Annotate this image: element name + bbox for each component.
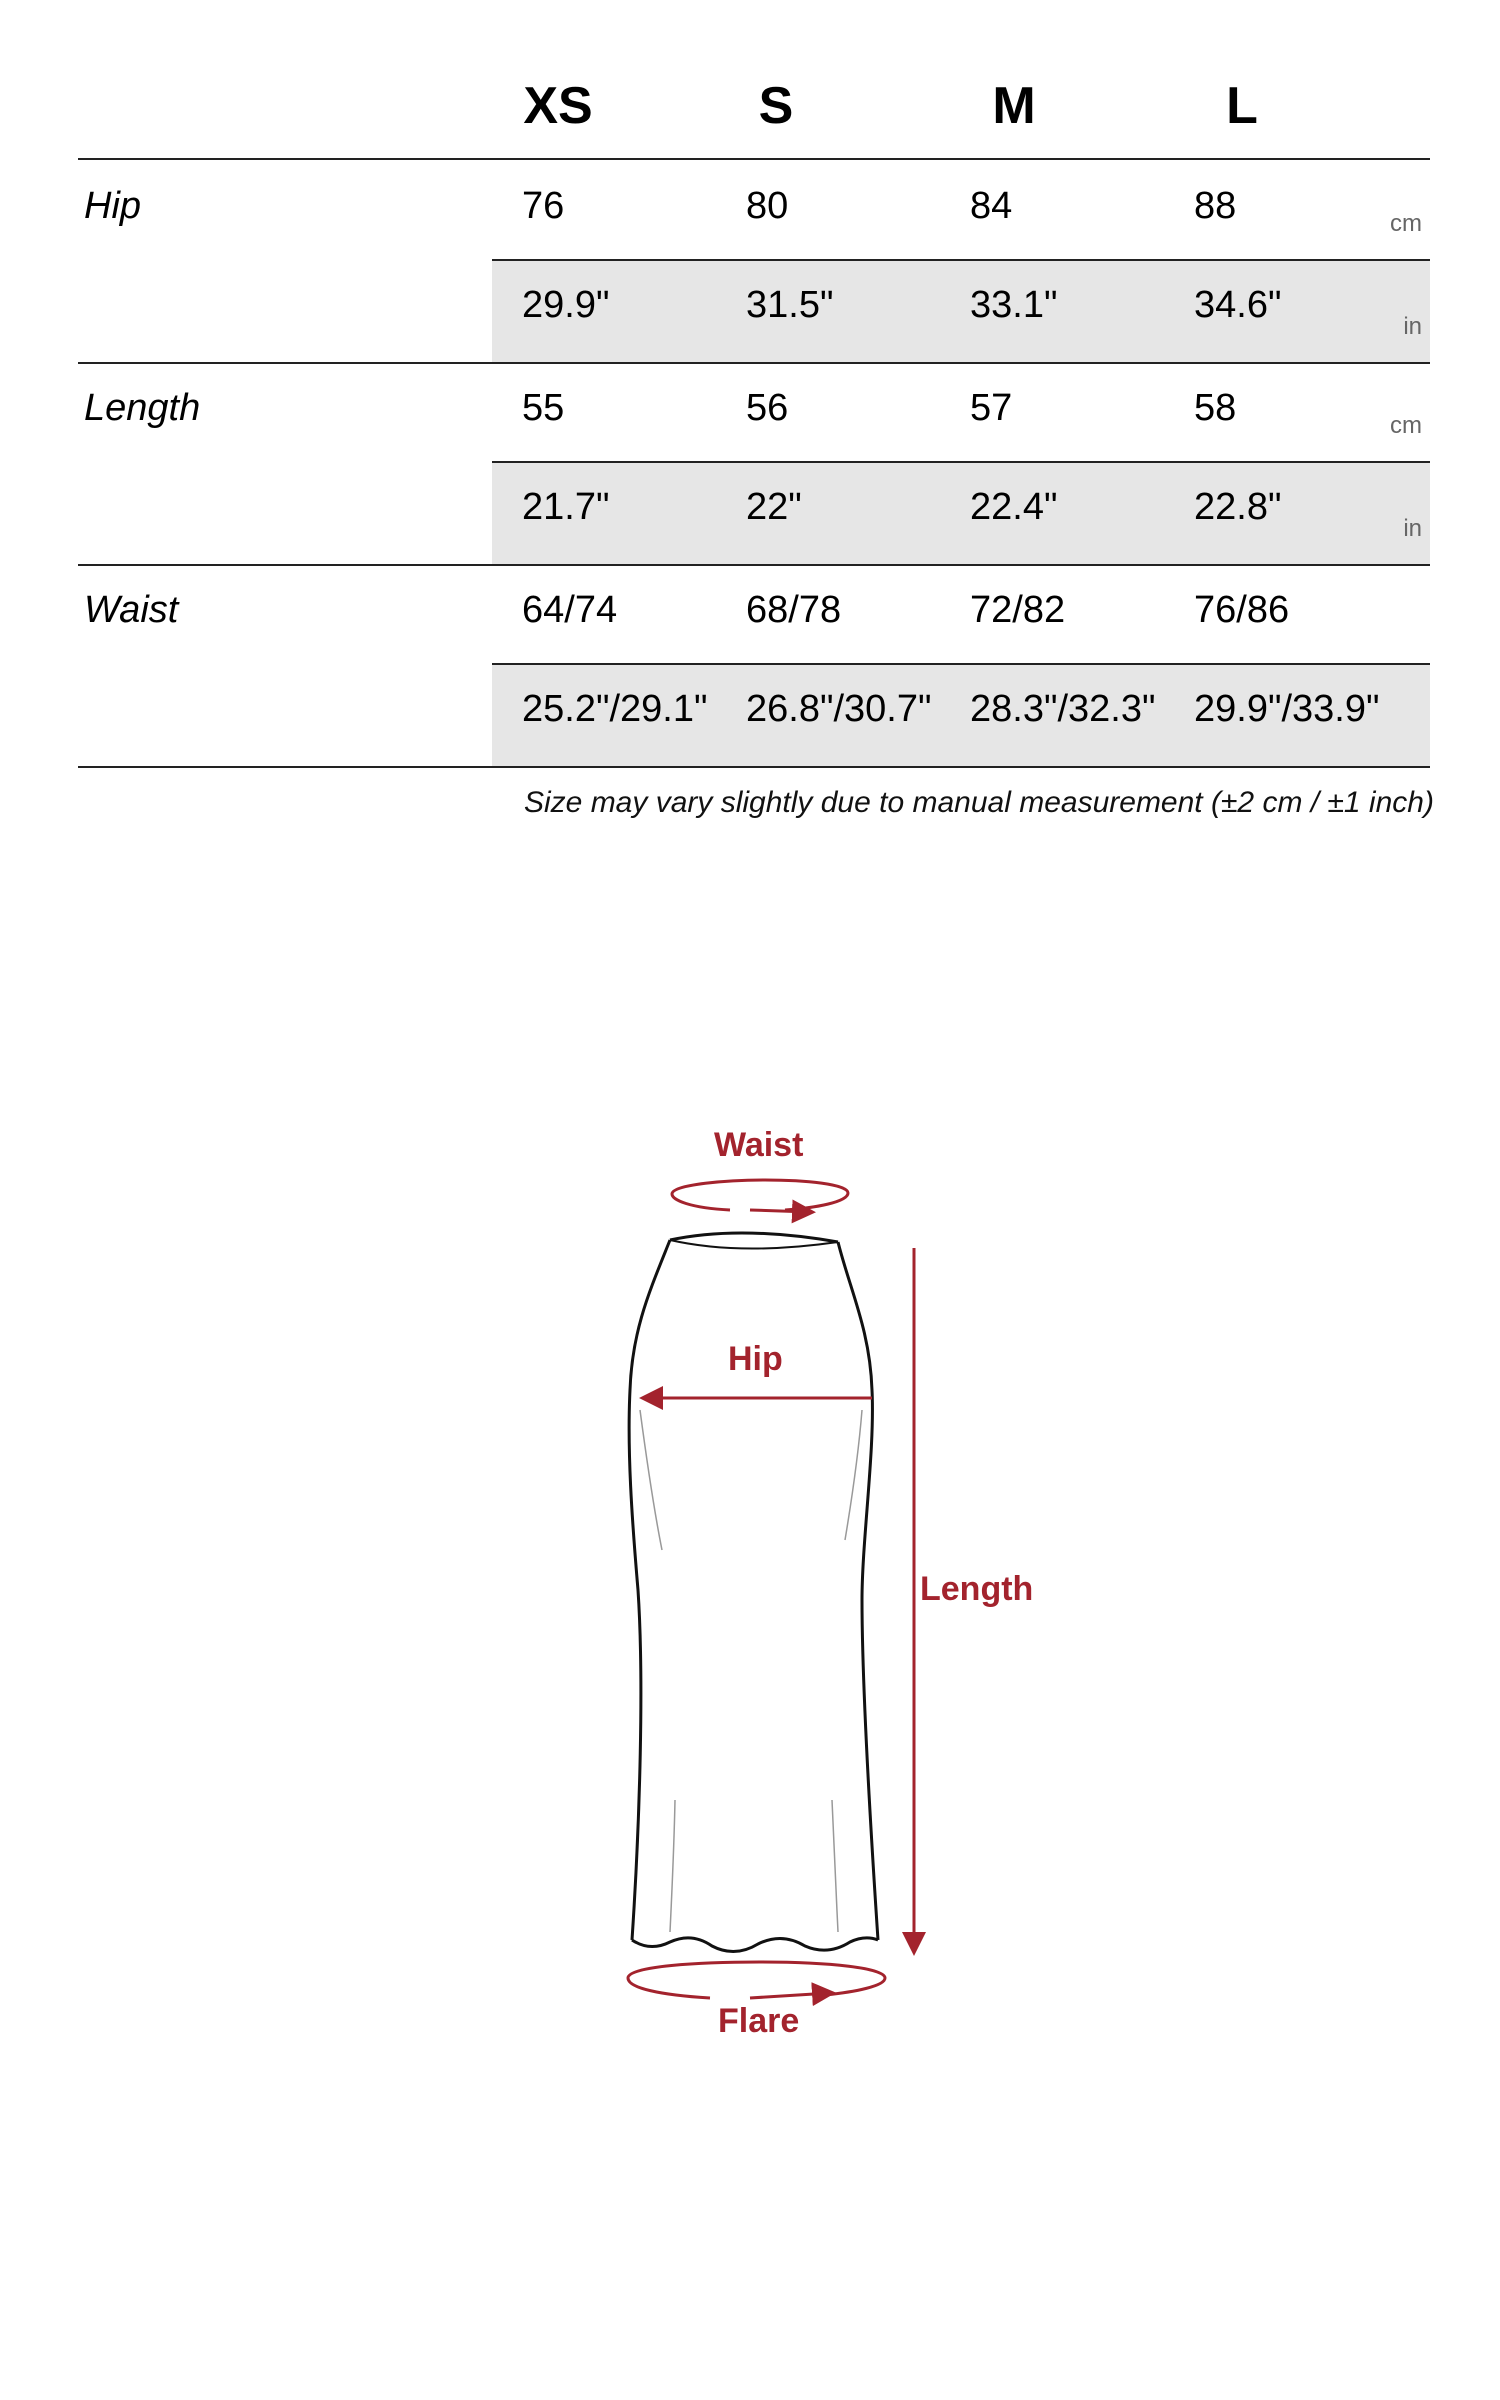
hip-cm-l: 88 [1194, 185, 1237, 227]
hip-in-l: 34.6" [1194, 284, 1282, 326]
hip-in-xs: 29.9" [522, 284, 610, 326]
skirt-measurement-diagram [600, 1120, 1100, 2040]
waist-in-xs: 25.2"/29.1" [522, 688, 708, 730]
length-cm-l: 58 [1194, 387, 1237, 429]
waist-cm-row [78, 564, 1430, 665]
waist-in-m: 28.3"/32.3" [970, 688, 1156, 730]
length-label: Length [84, 387, 201, 429]
waist-label: Waist [84, 589, 179, 631]
waist-cm-m: 72/82 [970, 589, 1066, 631]
hip-cm-unit: cm [1390, 210, 1422, 237]
waist-cm-xs: 64/74 [522, 589, 618, 631]
length-in-m: 22.4" [970, 486, 1058, 528]
length-diagram-label: Length [920, 1570, 1034, 1608]
hip-in-s: 31.5" [746, 284, 834, 326]
flare-diagram-label: Flare [718, 2002, 800, 2040]
waist-diagram-label: Waist [714, 1126, 804, 1164]
waist-in-l: 29.9"/33.9" [1194, 688, 1380, 730]
measurement-note: Size may vary slightly due to manual measurement (±2 cm / ±1 inch) [524, 786, 1434, 819]
hip-cm-m: 84 [970, 185, 1013, 227]
size-header-row [78, 0, 1430, 160]
hip-in-unit: in [1403, 313, 1422, 340]
size-header-s: S [758, 77, 794, 135]
length-cm-m: 57 [970, 387, 1013, 429]
length-in-l: 22.8" [1194, 486, 1282, 528]
hip-cm-row [78, 160, 1430, 261]
length-in-unit: in [1403, 515, 1422, 542]
size-header-m: M [992, 77, 1036, 135]
waist-in-row [78, 665, 1430, 768]
length-cm-row [78, 362, 1430, 463]
hip-cm-xs: 76 [522, 185, 565, 227]
flare-arrow [628, 1962, 885, 1998]
waist-arrow [672, 1180, 848, 1212]
waist-cm-s: 68/78 [746, 589, 842, 631]
hip-in-row [78, 261, 1430, 364]
length-cm-s: 56 [746, 387, 789, 429]
length-in-xs: 21.7" [522, 486, 610, 528]
length-cm-xs: 55 [522, 387, 565, 429]
hip-cm-s: 80 [746, 185, 789, 227]
length-cm-unit: cm [1390, 412, 1422, 439]
hip-diagram-label: Hip [728, 1340, 783, 1378]
size-header-xs: XS [523, 77, 593, 135]
waist-in-s: 26.8"/30.7" [746, 688, 932, 730]
waist-cm-l: 76/86 [1194, 589, 1290, 631]
skirt-fold-lines [640, 1410, 862, 1932]
hip-label: Hip [84, 185, 142, 227]
length-in-s: 22" [746, 486, 802, 528]
length-in-row [78, 463, 1430, 566]
size-header-l: L [1226, 77, 1258, 135]
hip-in-m: 33.1" [970, 284, 1058, 326]
